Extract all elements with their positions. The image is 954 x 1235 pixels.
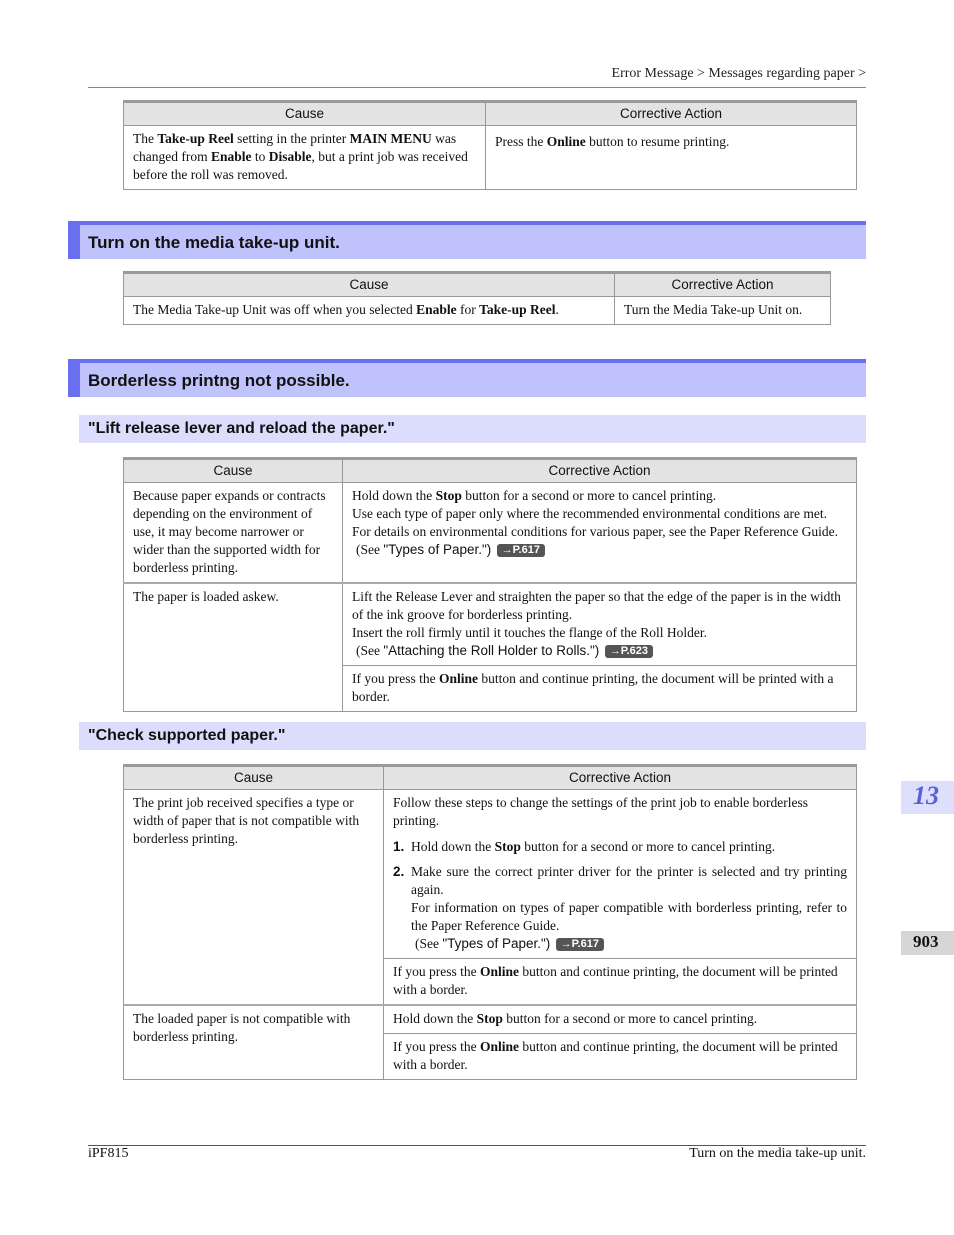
column-header-action: Corrective Action [615, 273, 831, 297]
column-header-cause: Cause [124, 459, 343, 483]
section-title: Turn on the media take-up unit. [88, 233, 340, 252]
cause-cell: The paper is loaded askew. [124, 583, 343, 712]
table-row [124, 583, 857, 666]
subsection-title: "Check supported paper." [88, 727, 286, 744]
table-take-up-unit-off [123, 271, 831, 325]
table-check-supported-paper [123, 764, 857, 1080]
header-rule [88, 87, 866, 88]
action-cell: If you press the Online button and continue printing, the document will be printed with a border. [343, 666, 857, 712]
list-item: 2. Make sure the correct printer driver for the printer is selected and try printing again. For information on types of paper compatible with borderless printing, refer to the Paper Reference Guide. (See "Types of Paper.") →P.617 [393, 864, 847, 951]
column-header-cause: Cause [124, 273, 615, 297]
subsection-heading-check-supported-paper [79, 722, 866, 750]
chapter-number: 13 [913, 781, 939, 810]
page-number: 903 [913, 932, 939, 951]
action-cell: Follow these steps to change the settings of the print job to enable borderless printing. 1. Hold down the Stop button for a second or more to cancel printing. 2. Make sure the correct printer driver for the printer is selected and try printing again. For information on types of paper compatible with borderless printing, refer to the Paper Reference Guide. (See "Types of Paper.") →P.617 [384, 790, 857, 959]
cause-cell: The loaded paper is not compatible with borderless printing. [124, 1005, 384, 1080]
cause-cell: The Take-up Reel setting in the printer MAIN MENU was changed from Enable to Disable, but a print job was received before the roll was removed. [124, 126, 486, 190]
action-cell: Lift the Release Lever and straighten the paper so that the edge of the paper is in the width of the ink groove for borderless printing. Insert the roll firmly until it touches the flange of the Roll Holder. (See "Attaching the Roll Holder to Rolls.") →P.623 [343, 583, 857, 666]
footer-section-title: Turn on the media take-up unit. [689, 1146, 866, 1161]
action-cell: Turn the Media Take-up Unit on. [615, 297, 831, 325]
cause-cell: Because paper expands or contracts depending on the environment of use, it may become narrower or wider than the supported width for borderless printing. [124, 483, 343, 584]
list-item: 1. Hold down the Stop button for a second or more to cancel printing. [393, 839, 776, 854]
breadcrumb: Error Message > Messages regarding paper > [611, 66, 866, 81]
action-cell: If you press the Online button and continue printing, the document will be printed with a border. [384, 1034, 857, 1080]
action-cell: If you press the Online button and continue printing, the document will be printed with a border. [384, 959, 857, 1006]
table-row [124, 1005, 857, 1034]
subsection-heading-lift-release-lever [79, 415, 866, 443]
steps-list [393, 838, 847, 953]
page-reference-link[interactable]: →P.617 [497, 544, 545, 557]
column-header-cause: Cause [124, 102, 486, 126]
chapter-tab[interactable] [901, 781, 954, 814]
section-heading-borderless [68, 359, 866, 397]
cause-cell: The print job received specifies a type or width of paper that is not compatible with borderless printing. [124, 790, 384, 1006]
column-header-cause: Cause [124, 766, 384, 790]
column-header-action: Corrective Action [486, 102, 857, 126]
table-take-up-reel-changed [123, 100, 857, 190]
page-reference-link[interactable]: →P.623 [605, 645, 653, 658]
table-lift-release-lever [123, 457, 857, 712]
section-heading-take-up-unit [68, 221, 866, 259]
page-number-tab [901, 931, 954, 955]
section-title: Borderless printng not possible. [88, 371, 350, 390]
table-row [124, 483, 857, 584]
table-row [124, 790, 857, 959]
column-header-action: Corrective Action [384, 766, 857, 790]
table-row [124, 126, 857, 190]
action-cell: Press the Online button to resume printing. [486, 126, 857, 190]
subsection-title: "Lift release lever and reload the paper." [88, 420, 395, 437]
table-row [124, 297, 831, 325]
footer-model: iPF815 [88, 1146, 129, 1161]
action-cell: Hold down the Stop button for a second or more to cancel printing. Use each type of paper only where the recommended environmental conditions are met. For details on environmental conditions for various paper, see the Paper Reference Guide. (See "Types of Paper.") →P.617 [343, 483, 857, 584]
action-cell: Hold down the Stop button for a second or more to cancel printing. [384, 1005, 857, 1034]
column-header-action: Corrective Action [343, 459, 857, 483]
cause-cell: The Media Take-up Unit was off when you selected Enable for Take-up Reel. [124, 297, 615, 325]
page-reference-link[interactable]: →P.617 [556, 938, 604, 951]
